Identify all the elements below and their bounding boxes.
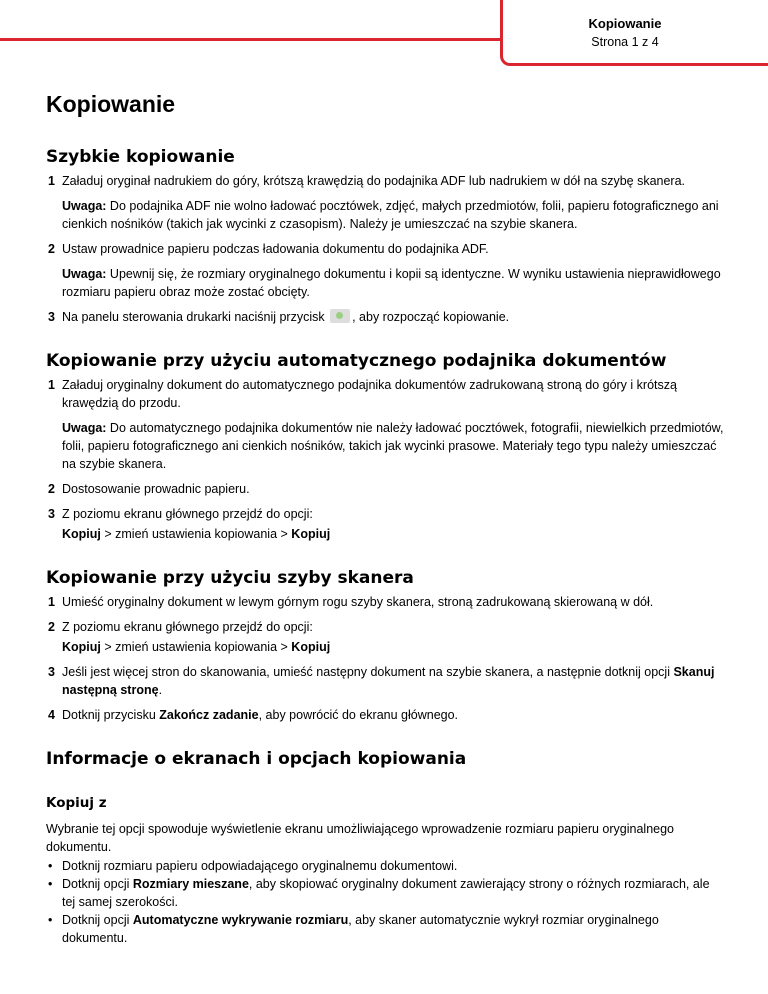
step-text: Załaduj oryginalny dokument do automatycznego podajnika dokumentów zadrukowaną stroną do góry i krótszą krawędzią do przodu. <box>62 378 677 410</box>
note-text: Do automatycznego podajnika dokumentów nie należy ładować pocztówek, fotografii, niewielkich przedmiotów, folii, papieru fotograficznego ani cienkich nośników, takich jak wycinki prasowe. Materiały tego typu należy umieszczać na szybie skanera. <box>62 421 724 471</box>
step-text-end: , aby rozpocząć kopiowanie. <box>352 310 510 324</box>
step-text-end: . <box>158 683 163 697</box>
section-title: Kopiowanie przy użyciu automatycznego podajnika dokumentów <box>46 351 667 371</box>
header-page-number: Strona 1 z 4 <box>591 35 659 49</box>
step-4 <box>46 706 726 724</box>
step-2 <box>46 480 726 498</box>
step-2 <box>46 618 726 636</box>
section-title: Szybkie kopiowanie <box>46 147 235 167</box>
step-number: 3 <box>48 507 55 521</box>
note <box>46 197 726 233</box>
header-rule <box>0 38 500 41</box>
note <box>46 265 726 301</box>
step-number: 2 <box>48 242 55 256</box>
page-title: Kopiowanie <box>46 91 176 117</box>
step-text: Dotknij przycisku <box>62 708 160 722</box>
paragraph: Wybranie tej opcji spowoduje wyświetlenie ekranu umożliwiającego wprowadzenie rozmiaru papieru oryginalnego dokumentu. <box>46 822 674 854</box>
section-title: Informacje o ekranach i opcjach kopiowania <box>46 749 467 769</box>
bullet-text: Dotknij opcji <box>62 877 133 891</box>
bullet-item <box>46 857 726 875</box>
step-text: Ustaw prowadnice papieru podczas ładowania dokumentu do podajnika ADF. <box>62 242 489 256</box>
step-1 <box>46 593 726 611</box>
bullet-text-end: , aby skopiować oryginalny dokument zawierający strony o różnych rozmiarach, ale tej samej szerokości. <box>62 877 710 909</box>
step-text: Dostosowanie prowadnic papieru. <box>62 482 250 496</box>
section-glass-copy <box>46 567 726 724</box>
section-copy-screens <box>46 748 726 947</box>
step-number: 3 <box>48 310 55 324</box>
note-label: Uwaga: <box>62 267 107 281</box>
step-2 <box>46 240 726 258</box>
bullet-item <box>46 911 726 947</box>
option-name: Skanuj następną stronę <box>62 665 715 697</box>
menu-path <box>46 525 726 543</box>
path-item: zmień ustawienia kopiowania <box>115 527 278 541</box>
start-button-icon <box>330 309 350 323</box>
step-text: Załaduj oryginał nadrukiem do góry, krótszą krawędzią do podajnika ADF lub nadrukiem w dół na szybę skanera. <box>62 174 686 188</box>
path-item: Kopiuj <box>291 527 331 541</box>
step-number: 4 <box>48 708 55 722</box>
step-3 <box>46 505 726 523</box>
bullet-text: Dotknij rozmiaru papieru odpowiadającego oryginalnemu dokumentowi. <box>62 859 458 873</box>
header-box <box>500 0 768 66</box>
note-label: Uwaga: <box>62 199 107 213</box>
step-text-end: , aby powrócić do ekranu głównego. <box>258 708 459 722</box>
path-separator: > <box>277 640 292 654</box>
path-item: Kopiuj <box>291 640 331 654</box>
menu-path <box>46 638 726 656</box>
section-adf-copy <box>46 350 726 543</box>
path-separator: > <box>277 527 292 541</box>
header-title: Kopiowanie <box>588 16 662 31</box>
path-item: Kopiuj <box>62 640 101 654</box>
note-label: Uwaga: <box>62 421 107 435</box>
bullet-text-end: , aby skaner automatycznie wykrył rozmiar oryginalnego dokumentu. <box>62 913 659 945</box>
subsection-title: Kopiuj z <box>46 795 107 811</box>
step-number: 1 <box>48 378 55 392</box>
note <box>46 419 726 473</box>
step-text: Z poziomu ekranu głównego przejdź do opcji: <box>62 620 313 634</box>
option-name: Automatyczne wykrywanie rozmiaru <box>132 913 349 927</box>
path-item: zmień ustawienia kopiowania <box>115 640 278 654</box>
bullet-text: Dotknij opcji <box>62 913 133 927</box>
step-text: Jeśli jest więcej stron do skanowania, umieść następny dokument na szybie skanera, a następnie dotknij opcji <box>62 665 674 679</box>
note-text: Upewnij się, że rozmiary oryginalnego dokumentu i kopii są identyczne. W wyniku ustawienia nieprawidłowego rozmiaru papieru obraz może zostać obcięty. <box>62 267 721 299</box>
step-1 <box>46 376 726 412</box>
document-body <box>46 89 726 947</box>
bullet-item <box>46 875 726 911</box>
step-1 <box>46 172 726 190</box>
step-text: Umieść oryginalny dokument w lewym górnym rogu szyby skanera, stroną zadrukowaną skierowaną w dół. <box>62 595 654 609</box>
path-item: Kopiuj <box>62 527 101 541</box>
path-separator: > <box>100 640 116 654</box>
path-separator: > <box>100 527 116 541</box>
note-text: Do podajnika ADF nie wolno ładować pocztówek, zdjęć, małych przedmiotów, folii, papieru fotograficznego ani cienkich nośników (takich jak wycinki z czasopism). Należy je umieszczać na szybie skanera. <box>62 199 719 231</box>
step-text: Z poziomu ekranu głównego przejdź do opcji: <box>62 507 313 521</box>
step-number: 2 <box>48 482 55 496</box>
step-3 <box>46 663 726 699</box>
step-number: 3 <box>48 665 55 679</box>
step-number: 1 <box>48 595 55 609</box>
step-number: 1 <box>48 174 55 188</box>
section-title: Kopiowanie przy użyciu szyby skanera <box>46 568 414 588</box>
option-name: Rozmiary mieszane <box>132 877 249 891</box>
step-text: Na panelu sterowania drukarki naciśnij przycisk <box>62 310 329 324</box>
section-quick-copy <box>46 146 726 326</box>
step-number: 2 <box>48 620 55 634</box>
step-3 <box>46 308 726 326</box>
option-name: Zakończ zadanie <box>159 708 259 722</box>
